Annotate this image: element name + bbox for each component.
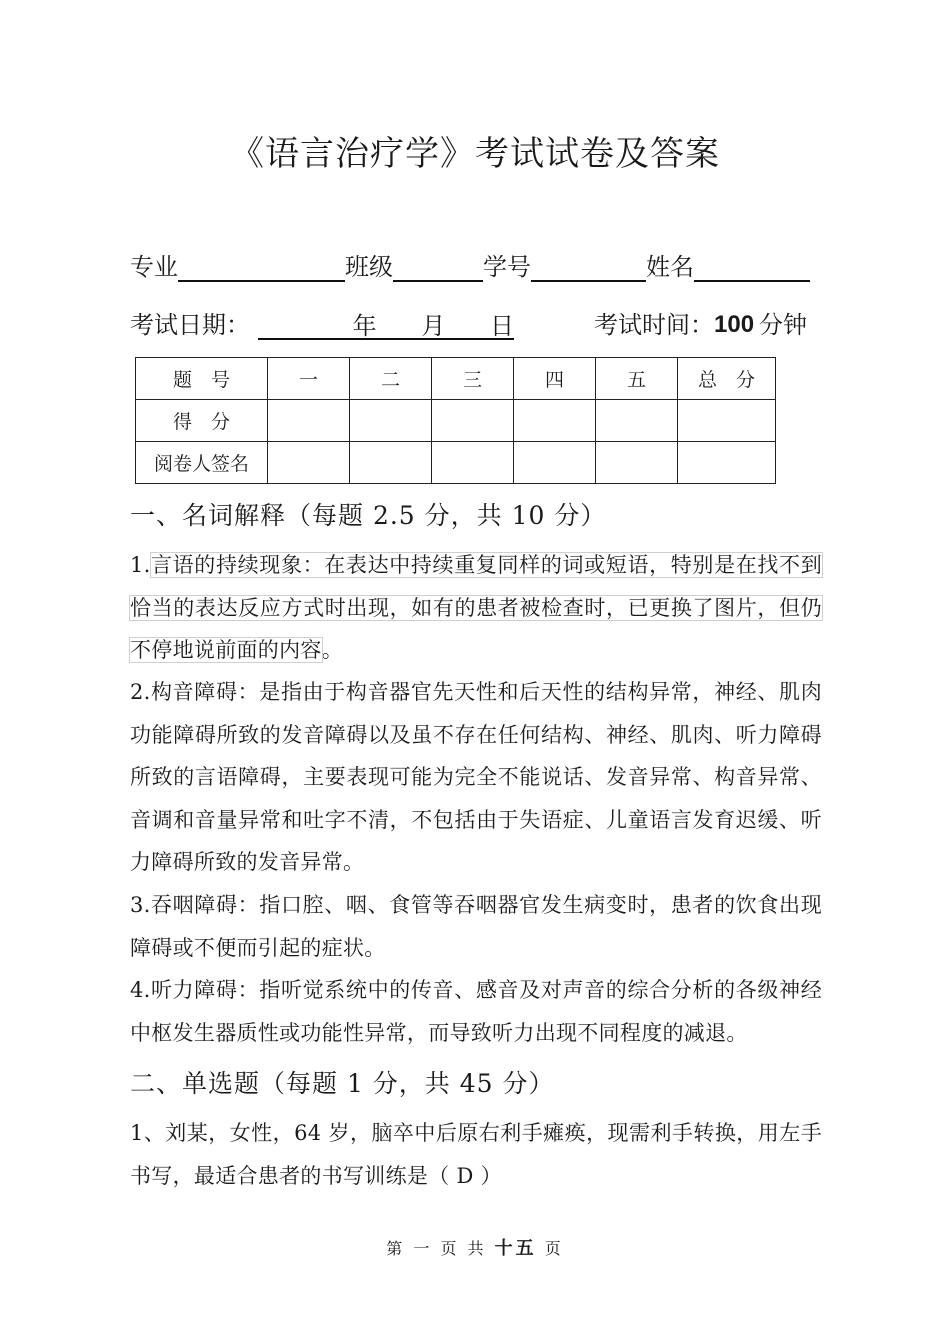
signature-cell[interactable]: [678, 442, 776, 484]
item-text: 构音障碍：是指由于构音器官先天性和后天性的结构异常，神经、肌肉功能障碍所致的发音障碍以及虽不存在任何结构、神经、肌肉、听力障碍所致的言语障碍，主要表现可能为完全不能说话、发音异常、构音异常、音调和音量异常和吐字不清，不包括由于失语症、儿童语言发育迟缓、听力障碍所致的发音异常。: [130, 680, 822, 874]
signature-cell[interactable]: [432, 442, 514, 484]
table-header-cell: 总 分: [678, 358, 776, 400]
exam-time-value: 100: [714, 311, 755, 338]
signature-cell[interactable]: [514, 442, 596, 484]
table-header-cell: 题 号: [136, 358, 268, 400]
name-label: 姓名: [646, 253, 694, 281]
footer-prefix: 第 一 页 共: [386, 1239, 495, 1258]
item-number: 4.: [130, 978, 151, 1002]
definition-item: [130, 884, 822, 969]
score-table-header-row: [136, 358, 776, 400]
footer-suffix: 页: [536, 1239, 564, 1258]
year-label: 年: [352, 311, 377, 340]
table-header-cell: 二: [350, 358, 432, 400]
exam-time-label: 考试时间：: [594, 311, 714, 339]
definition-item: [130, 544, 822, 672]
exam-date-label: 考试日期：: [130, 311, 250, 339]
score-table: [135, 357, 776, 484]
signature-cell[interactable]: [350, 442, 432, 484]
definition-item: [130, 969, 822, 1054]
score-cell[interactable]: [514, 400, 596, 442]
row-label: 得 分: [136, 400, 268, 442]
item-tail: 。: [321, 638, 344, 662]
signature-cell[interactable]: [596, 442, 678, 484]
student-id-label: 学号: [483, 253, 531, 281]
score-cell[interactable]: [432, 400, 514, 442]
table-header-cell: 五: [596, 358, 678, 400]
item-number: 1.: [130, 553, 151, 577]
score-row: [136, 400, 776, 442]
item-text: 吞咽障碍：指口腔、咽、食管等吞咽器官发生病变时，患者的饮食出现障碍或不便而引起的症状。: [130, 893, 822, 960]
day-label: 日: [489, 311, 514, 340]
name-field[interactable]: [694, 250, 810, 282]
class-field[interactable]: [393, 250, 483, 282]
student-id-field[interactable]: [531, 250, 646, 282]
question-item: [130, 1112, 822, 1197]
signature-cell[interactable]: [268, 442, 350, 484]
table-header-cell: 一: [268, 358, 350, 400]
table-header-cell: 四: [514, 358, 596, 400]
question-text: 刘某，女性，64 岁，脑卒中后原右利手瘫痪，现需利手转换，用左手书写，最适合患者的书写训练是（ D ）: [130, 1121, 822, 1188]
student-info-row: [130, 250, 820, 282]
item-number: 2.: [130, 680, 151, 704]
score-cell[interactable]: [596, 400, 678, 442]
item-number: 3.: [130, 893, 151, 917]
footer-total-pages: 十五: [494, 1238, 537, 1259]
exam-time-unit: 分钟: [759, 311, 808, 339]
row-label: 阅卷人签名: [136, 442, 268, 484]
page-title: 《语言治疗学》考试试卷及答案: [230, 134, 720, 174]
score-cell[interactable]: [350, 400, 432, 442]
score-cell[interactable]: [678, 400, 776, 442]
major-label: 专业: [130, 253, 178, 281]
item-text: 听力障碍：指听觉系统中的传音、感音及对声音的综合分析的各级神经中枢发生器质性或功能性异常，而导致听力出现不同程度的减退。: [130, 978, 822, 1045]
class-label: 班级: [345, 253, 393, 281]
table-header-cell: 三: [432, 358, 514, 400]
section-heading-definitions: 一、名词解释（每题 2.5 分，共 10 分）: [130, 501, 607, 530]
score-cell[interactable]: [268, 400, 350, 442]
section-heading-single-choice: 二、单选题（每题 1 分，共 45 分）: [130, 1069, 555, 1098]
item-number: 1、: [130, 1121, 166, 1145]
definition-item: [130, 671, 822, 884]
highlighted-text: 言语的持续现象：在表达中持续重复同样的词或短语，特别是在找不到恰当的表达反应方式时出现，如有的患者被检查时，已更换了图片，但仍不停地说前面的内容: [130, 553, 822, 662]
page-footer: [0, 1234, 950, 1260]
major-field[interactable]: [178, 250, 345, 282]
month-label: 月: [421, 311, 446, 340]
signature-row: [136, 442, 776, 484]
exam-date-field[interactable]: [258, 308, 514, 340]
exam-info-row: [130, 308, 820, 340]
